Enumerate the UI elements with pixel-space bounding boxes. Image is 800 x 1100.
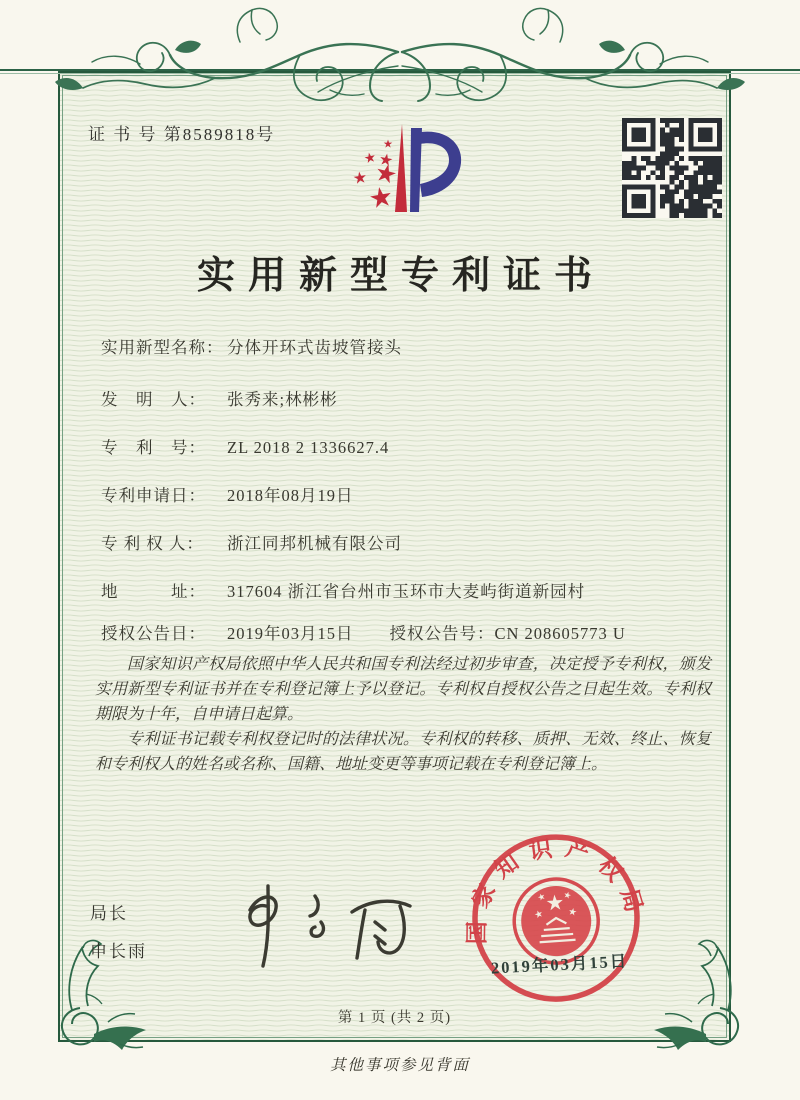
field-label: 专 利 号： xyxy=(101,438,206,457)
back-side-note: 其他事项参见背面 xyxy=(329,1057,470,1074)
cnipa-logo-icon xyxy=(336,116,466,231)
field-label: 地 址： xyxy=(101,582,206,601)
director-name: 申长雨 xyxy=(90,942,147,961)
grant-number-value: CN 208605773 U xyxy=(494,624,626,643)
field-value: 分体开环式齿坡管接头 xyxy=(227,338,402,357)
seal-date: 2019年03月15日 xyxy=(490,951,629,978)
field-row-name xyxy=(101,334,402,358)
director-signature-icon xyxy=(222,878,422,976)
field-label: 发 明 人： xyxy=(101,390,206,409)
field-label: 授权公告日： xyxy=(101,624,206,643)
field-row-patent-number xyxy=(101,434,389,458)
seal-text: 国家知识产权局 xyxy=(464,834,650,945)
bottom-right-corner-ornament xyxy=(646,938,750,1050)
certificate-title: 实用新型专利证书 xyxy=(196,255,605,297)
field-value: 浙江同邦机械有限公司 xyxy=(227,534,402,553)
field-label: 专 利 权 人： xyxy=(101,534,204,553)
field-row-patentee xyxy=(101,530,402,554)
field-row-address xyxy=(101,578,585,602)
field-value: 张秀来;林彬彬 xyxy=(227,390,338,409)
top-border-ornament xyxy=(0,0,800,106)
field-label: 专利申请日： xyxy=(101,486,206,505)
official-red-seal-icon xyxy=(456,817,659,1020)
legal-paragraph-1: 国家知识产权局依照中华人民共和国专利法经过初步审查，决定授予专利权，颁发实用新型专利证书并在专利登记簿上予以登记。专利权自授权公告之日起生效。专利权期限为十年，自申请日起算。 xyxy=(95,656,711,723)
qr-code-icon xyxy=(622,118,722,218)
legal-paragraph-2: 专利证书记载专利权登记时的法律状况。专利权的转移、质押、无效、终止、恢复和专利权人的姓名或名称、国籍、地址变更等事项记载在专利登记簿上。 xyxy=(95,731,711,773)
page-number: 第 1 页 (共 2 页) xyxy=(337,1010,452,1026)
field-value: ZL 2018 2 1336627.4 xyxy=(227,438,390,457)
field-row-grant-date xyxy=(101,620,626,644)
director-role-label: 局长 xyxy=(90,904,128,923)
field-value: 2019年03月15日 xyxy=(227,624,354,643)
field-value: 2018年08月19日 xyxy=(227,486,354,505)
field-value: 317604 浙江省台州市玉环市大麦屿街道新园村 xyxy=(227,582,586,601)
field-label: 实用新型名称： xyxy=(101,338,224,357)
grant-number-label: 授权公告号： xyxy=(389,624,495,643)
field-row-inventor xyxy=(101,386,338,410)
certificate-number: 证 书 号 第8589818号 xyxy=(88,125,276,144)
field-row-filing-date xyxy=(101,482,354,506)
officials-block xyxy=(90,899,147,975)
legal-text-block xyxy=(95,652,711,777)
